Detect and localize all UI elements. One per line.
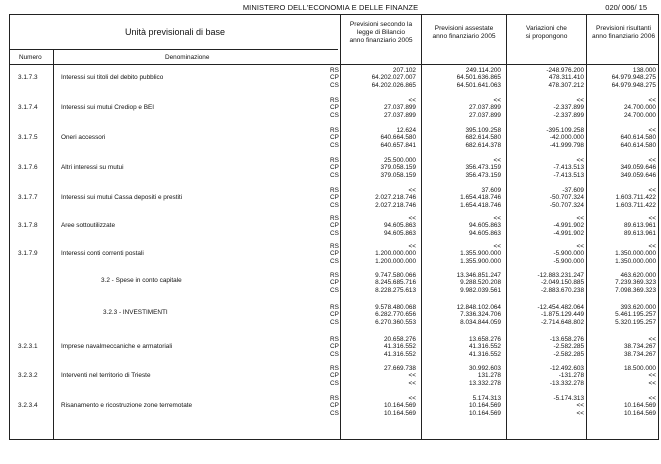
code-label: CP — [330, 104, 339, 112]
cell-value: << — [576, 97, 584, 104]
cell-value: 64.202.026.865 — [371, 81, 416, 89]
row-values-v4 — [588, 187, 656, 209]
row-values-v2 — [420, 336, 501, 358]
row-values-v4 — [588, 336, 656, 358]
code-label: CS — [330, 81, 339, 89]
row-values-v4 — [588, 67, 656, 89]
row-denominazione: Interessi sui mutui Cassa depositi e prestiti — [61, 194, 183, 201]
cell-value: 13.332.278 — [469, 379, 501, 387]
cell-value: << — [408, 97, 416, 104]
cell-value: << — [648, 372, 656, 380]
cell-value: 27.037.899 — [384, 104, 416, 112]
code-label: CP — [330, 134, 339, 142]
header-line: legge di Bilancio — [356, 29, 406, 37]
row-values-v1 — [346, 304, 416, 326]
cell-value: 8.228.275.613 — [375, 286, 416, 294]
row-values-v1 — [346, 97, 416, 119]
row-number: 3.1.7.6 — [18, 164, 38, 171]
header-line: anno finanziario 2005 — [432, 33, 496, 41]
row-number: 3.1.7.9 — [18, 250, 38, 257]
cell-value: 393.620.000 — [620, 304, 656, 311]
cell-value: -248.976.200 — [546, 67, 584, 74]
header-col-previsioni-2006 — [587, 25, 660, 41]
cell-value: 478.307.212 — [548, 81, 584, 89]
cell-value: << — [408, 372, 416, 380]
numero-divider — [53, 49, 54, 439]
cell-value: << — [408, 187, 416, 194]
cell-value: 1.654.418.746 — [460, 201, 501, 209]
row-values-v1 — [346, 127, 416, 149]
row-values-v4 — [588, 215, 656, 237]
code-label: CS — [330, 257, 339, 265]
cell-value: 9.288.520.208 — [460, 279, 501, 287]
cell-value: 356.473.159 — [465, 171, 501, 179]
row-number: 3.1.7.8 — [18, 222, 38, 229]
cell-value: -13.332.278 — [549, 379, 584, 387]
row-values-v3 — [507, 127, 584, 149]
cell-value: -395.109.258 — [546, 127, 584, 134]
code-label: RS — [330, 272, 339, 279]
code-label: RS — [330, 157, 339, 164]
cell-value: 379.058.159 — [380, 171, 416, 179]
cell-value: 207.102 — [392, 67, 416, 74]
page-code: 020/ 006/ 15 — [605, 3, 647, 12]
cell-value: << — [493, 243, 501, 250]
row-values-v2 — [420, 67, 501, 89]
cell-value: 24.700.000 — [624, 104, 656, 112]
cell-value: 64.979.948.275 — [611, 81, 656, 89]
cell-value: 349.059.646 — [620, 171, 656, 179]
cell-value: 64.501.641.063 — [456, 81, 501, 89]
code-label: CS — [330, 141, 339, 149]
cell-value: 10.164.569 — [469, 402, 501, 410]
cell-value: 41.316.552 — [469, 350, 501, 358]
cell-value: 1.603.711.422 — [615, 201, 656, 209]
code-label: CS — [330, 201, 339, 209]
row-values-v2 — [420, 304, 501, 326]
cell-value: 27.037.899 — [469, 111, 501, 119]
row-values-v1 — [346, 243, 416, 265]
code-label: CP — [330, 222, 339, 230]
code-label: CP — [330, 250, 339, 258]
cell-value: 463.620.000 — [620, 272, 656, 279]
code-label: RS — [330, 127, 339, 134]
row-codes — [330, 127, 339, 149]
cell-value: << — [648, 157, 656, 164]
row-codes — [330, 365, 339, 387]
row-values-v2 — [420, 272, 501, 294]
cell-value: 94.605.863 — [469, 229, 501, 237]
cell-value: 249.114.200 — [465, 67, 501, 74]
code-label: CP — [330, 311, 339, 319]
row-denominazione: Aree sottoutilizzate — [61, 222, 115, 229]
cell-value: << — [408, 379, 416, 387]
cell-value: -4.991.902 — [553, 222, 584, 230]
row-codes — [330, 215, 339, 237]
cell-value: -5.900.000 — [553, 257, 584, 265]
cell-value: -12.454.482.064 — [537, 304, 584, 311]
cell-value: -2.337.899 — [553, 104, 584, 112]
cell-value: 27.037.899 — [384, 111, 416, 119]
cell-value: -4.991.902 — [553, 229, 584, 237]
cell-value: 379.058.159 — [380, 164, 416, 172]
cell-value: 41.316.552 — [384, 350, 416, 358]
cell-value: -2.883.670.238 — [541, 286, 584, 294]
cell-value: << — [576, 243, 584, 250]
code-label: CS — [330, 379, 339, 387]
cell-value: -42.000.000 — [549, 134, 584, 142]
code-label: CS — [330, 286, 339, 294]
cell-value: -5.900.000 — [553, 250, 584, 258]
row-number: 3.1.7.7 — [18, 194, 38, 201]
cell-value: << — [648, 336, 656, 343]
row-denominazione: Altri interessi su mutui — [61, 164, 124, 171]
cell-value: 25.500.000 — [384, 157, 416, 164]
cell-value: -50.707.324 — [549, 194, 584, 202]
row-values-v4 — [588, 243, 656, 265]
cell-value: 1.200.000.000 — [375, 250, 416, 258]
cell-value: 1.654.418.746 — [460, 194, 501, 202]
code-label: RS — [330, 97, 339, 104]
row-values-v4 — [588, 272, 656, 294]
row-number: 3.2.3.2 — [18, 372, 38, 379]
row-codes — [330, 304, 339, 326]
cell-value: -2.582.285 — [553, 350, 584, 358]
cell-value: << — [576, 157, 584, 164]
cell-value: 1.355.900.000 — [460, 250, 501, 258]
code-label: RS — [330, 395, 339, 402]
cell-value: << — [648, 127, 656, 134]
cell-value: 10.164.569 — [384, 409, 416, 417]
cell-value: 9.578.480.068 — [375, 304, 416, 311]
row-number: 3.1.7.5 — [18, 134, 38, 141]
cell-value: 10.164.569 — [469, 409, 501, 417]
row-codes — [330, 67, 339, 89]
cell-value: 64.202.027.007 — [371, 74, 416, 82]
header-denominazione: Denominazione — [165, 54, 210, 61]
cell-value: 478.311.410 — [548, 74, 584, 82]
cell-value: 5.174.313 — [472, 395, 501, 402]
code-label: RS — [330, 365, 339, 372]
cell-value: 24.700.000 — [624, 111, 656, 119]
cell-value: 349.059.646 — [620, 164, 656, 172]
row-values-v3 — [507, 187, 584, 209]
header-unita: Unità previsionali di base — [124, 27, 226, 37]
row-denominazione: 3.2.3 - INVESTIMENTI — [103, 309, 168, 316]
cell-value: << — [648, 395, 656, 402]
row-codes — [330, 272, 339, 294]
cell-value: 64.501.636.865 — [456, 74, 501, 82]
cell-value: 94.605.863 — [469, 222, 501, 230]
cell-value: 27.669.738 — [384, 365, 416, 372]
cell-value: 64.979.948.275 — [611, 74, 656, 82]
cell-value: 41.316.552 — [469, 343, 501, 351]
cell-value: -37.609 — [562, 187, 584, 194]
cell-value: 7.098.369.323 — [615, 286, 656, 294]
row-number: 3.1.7.3 — [18, 74, 38, 81]
row-values-v1 — [346, 67, 416, 89]
code-label: RS — [330, 336, 339, 343]
column-divider — [586, 15, 587, 439]
row-values-v3 — [507, 304, 584, 326]
code-label: CS — [330, 111, 339, 119]
header-col-previsioni-assestate — [422, 25, 506, 41]
row-values-v2 — [420, 243, 501, 265]
cell-value: -2.337.899 — [553, 111, 584, 119]
cell-value: << — [493, 97, 501, 104]
row-codes — [330, 97, 339, 119]
cell-value: 89.613.961 — [624, 229, 656, 237]
row-values-v3 — [507, 395, 584, 417]
row-denominazione: Oneri accessori — [61, 134, 106, 141]
row-values-v1 — [346, 336, 416, 358]
code-label: RS — [330, 304, 339, 311]
cell-value: 356.473.159 — [465, 164, 501, 172]
cell-value: << — [576, 215, 584, 222]
cell-value: << — [648, 215, 656, 222]
header-bottom-line — [10, 64, 658, 65]
cell-value: << — [648, 187, 656, 194]
code-label: RS — [330, 187, 339, 194]
row-values-v1 — [346, 395, 416, 417]
row-codes — [330, 187, 339, 209]
row-denominazione: Risanamento e ricostruzione zone terremotate — [61, 402, 193, 409]
cell-value: 7.336.324.706 — [460, 311, 501, 319]
row-values-v4 — [588, 157, 656, 179]
code-label: CP — [330, 164, 339, 172]
cell-value: 640.614.580 — [620, 141, 656, 149]
row-values-v3 — [507, 336, 584, 358]
cell-value: 640.614.580 — [620, 134, 656, 142]
cell-value: 640.664.580 — [380, 134, 416, 142]
row-values-v4 — [588, 365, 656, 387]
cell-value: 682.614.378 — [465, 141, 501, 149]
code-label: CP — [330, 372, 339, 380]
cell-value: 38.734.267 — [624, 343, 656, 351]
header-col-variazioni — [507, 25, 586, 41]
cell-value: 9.982.039.561 — [460, 286, 501, 294]
cell-value: -2.714.648.802 — [541, 318, 584, 326]
row-values-v2 — [420, 127, 501, 149]
cell-value: 7.239.369.323 — [615, 279, 656, 287]
cell-value: -12.883.231.247 — [537, 272, 584, 279]
header-line: anno finanziario 2006 — [591, 33, 656, 41]
code-label: CS — [330, 229, 339, 237]
row-denominazione: Imprese navalmeccaniche e armatoriali — [61, 343, 173, 350]
cell-value: << — [648, 97, 656, 104]
cell-value: 12.848.102.064 — [456, 304, 501, 311]
cell-value: 1.350.000.000 — [615, 257, 656, 265]
cell-value: 2.027.218.746 — [375, 194, 416, 202]
cell-value: -7.413.513 — [553, 164, 584, 172]
cell-value: 1.350.000.000 — [615, 250, 656, 258]
code-label: CS — [330, 409, 339, 417]
cell-value: 10.164.569 — [624, 402, 656, 410]
cell-value: 8.034.844.059 — [460, 318, 501, 326]
cell-value: 5.320.195.257 — [615, 318, 656, 326]
row-values-v1 — [346, 157, 416, 179]
row-codes — [330, 336, 339, 358]
cell-value: << — [493, 215, 501, 222]
row-values-v3 — [507, 67, 584, 89]
row-values-v3 — [507, 157, 584, 179]
cell-value: -50.707.324 — [549, 201, 584, 209]
row-values-v2 — [420, 395, 501, 417]
cell-value: 395.109.258 — [465, 127, 501, 134]
cell-value: 12.624 — [396, 127, 416, 134]
cell-value: -2.049.150.885 — [541, 279, 584, 287]
header-line: Previsioni secondo la — [349, 21, 413, 28]
header-line: anno finanziario 2005 — [349, 37, 413, 45]
header-line: Previsioni assestate — [434, 25, 494, 32]
row-values-v1 — [346, 365, 416, 387]
cell-value: << — [576, 409, 584, 417]
cell-value: 1.355.900.000 — [460, 257, 501, 265]
row-values-v2 — [420, 365, 501, 387]
cell-value: 18.500.000 — [624, 365, 656, 372]
cell-value: 682.614.580 — [465, 134, 501, 142]
row-values-v4 — [588, 127, 656, 149]
cell-value: << — [408, 215, 416, 222]
cell-value: -131.278 — [558, 372, 584, 380]
cell-value: -2.582.285 — [553, 343, 584, 351]
cell-value: 8.245.685.716 — [375, 279, 416, 287]
row-values-v2 — [420, 187, 501, 209]
header-col-previsioni-legge — [341, 21, 421, 46]
row-denominazione: Interessi conti correnti postali — [61, 250, 144, 257]
row-values-v1 — [346, 272, 416, 294]
code-label: CS — [330, 350, 339, 358]
budget-table — [9, 14, 659, 440]
row-values-v4 — [588, 395, 656, 417]
code-label: RS — [330, 67, 339, 74]
code-label: RS — [330, 243, 339, 250]
cell-value: << — [648, 243, 656, 250]
cell-value: 13.346.851.247 — [456, 272, 501, 279]
cell-value: 94.605.863 — [384, 229, 416, 237]
cell-value: 9.747.580.066 — [375, 272, 416, 279]
cell-value: 5.461.195.257 — [615, 311, 656, 319]
cell-value: 10.164.569 — [384, 402, 416, 410]
row-values-v3 — [507, 215, 584, 237]
cell-value: -7.413.513 — [553, 171, 584, 179]
cell-value: -13.658.276 — [549, 336, 584, 343]
cell-value: -12.492.603 — [549, 365, 584, 372]
cell-value: << — [408, 243, 416, 250]
document-title: MINISTERO DELL'ECONOMIA E DELLE FINANZE — [242, 3, 419, 12]
cell-value: 1.603.711.422 — [615, 194, 656, 202]
cell-value: 10.164.569 — [624, 409, 656, 417]
cell-value: 20.658.276 — [384, 336, 416, 343]
row-number: 3.2.3.1 — [18, 343, 38, 350]
header-line: Variazioni che — [526, 25, 567, 32]
row-denominazione: Interessi sui mutui Crediop e BEI — [61, 104, 155, 111]
header-line: Previsioni risultanti — [596, 25, 651, 32]
code-label: CS — [330, 318, 339, 326]
row-values-v3 — [507, 243, 584, 265]
row-denominazione: 3.2 - Spese in conto capitale — [101, 277, 182, 284]
cell-value: 6.270.360.553 — [375, 318, 416, 326]
row-number: 3.2.3.4 — [18, 402, 38, 409]
header-numero: Numero — [19, 54, 42, 61]
cell-value: 640.657.841 — [380, 141, 416, 149]
row-codes — [330, 395, 339, 417]
row-values-v4 — [588, 304, 656, 326]
code-label: CP — [330, 74, 339, 82]
row-values-v3 — [507, 97, 584, 119]
cell-value: 89.613.961 — [624, 222, 656, 230]
cell-value: 1.200.000.000 — [375, 257, 416, 265]
cell-value: 30.992.603 — [469, 365, 501, 372]
cell-value: 37.609 — [481, 187, 501, 194]
cell-value: 38.734.267 — [624, 350, 656, 358]
cell-value: << — [648, 379, 656, 387]
row-denominazione: Interessi sui titoli del debito pubblico — [61, 74, 164, 81]
row-values-v2 — [420, 215, 501, 237]
row-values-v2 — [420, 97, 501, 119]
cell-value: 138.000 — [632, 67, 656, 74]
cell-value: -41.999.798 — [549, 141, 584, 149]
code-label: CP — [330, 279, 339, 287]
row-values-v1 — [346, 215, 416, 237]
row-values-v3 — [507, 365, 584, 387]
cell-value: 94.605.863 — [384, 222, 416, 230]
row-values-v3 — [507, 272, 584, 294]
cell-value: 41.316.552 — [384, 343, 416, 351]
cell-value: -1.875.129.449 — [541, 311, 584, 319]
code-label: CP — [330, 402, 339, 410]
row-values-v2 — [420, 157, 501, 179]
row-codes — [330, 243, 339, 265]
code-label: CS — [330, 171, 339, 179]
column-divider — [340, 15, 341, 439]
row-values-v1 — [346, 187, 416, 209]
code-label: RS — [330, 215, 339, 222]
cell-value: 13.658.276 — [469, 336, 501, 343]
cell-value: << — [408, 395, 416, 402]
cell-value: << — [493, 157, 501, 164]
row-codes — [330, 157, 339, 179]
row-number: 3.1.7.4 — [18, 104, 38, 111]
cell-value: << — [576, 402, 584, 410]
cell-value: 131.278 — [477, 372, 501, 380]
code-label: CP — [330, 194, 339, 202]
code-label: CP — [330, 343, 339, 351]
row-values-v4 — [588, 97, 656, 119]
row-denominazione: Interventi nel territorio di Trieste — [61, 372, 151, 379]
header-line: si propongono — [525, 33, 568, 41]
cell-value: 27.037.899 — [469, 104, 501, 112]
cell-value: 2.027.218.746 — [375, 201, 416, 209]
cell-value: 6.282.770.656 — [375, 311, 416, 319]
header-subdivider — [10, 49, 338, 50]
cell-value: -5.174.313 — [553, 395, 584, 402]
